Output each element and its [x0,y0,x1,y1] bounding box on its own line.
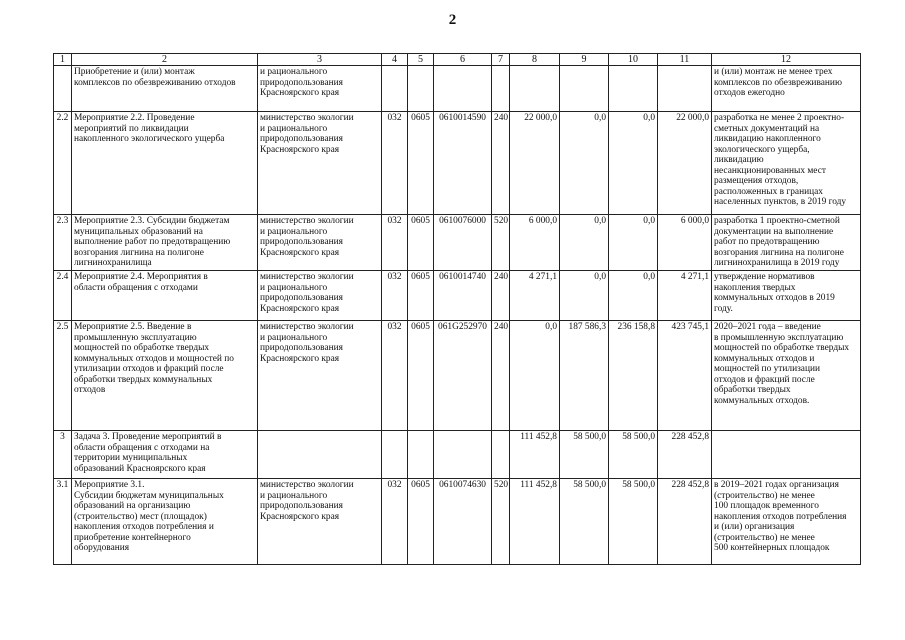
code-5-cell [408,66,434,112]
code-6-cell [434,66,492,112]
result-cell: 2020–2021 года – введение в промышленную эксплуатацию мощностей по обработке твердых коммунальных отходов и мощностей по утилизации отходов и фракций после обработки твердых коммунальных отходов. [712,321,861,431]
result-cell: в 2019–2021 годах организация (строительство) не менее 100 площадок временного накопления отходов потребления и (или) организация (строительство) не менее 500 контейнерных площадок [712,479,861,565]
code-6-cell: 061G252970 [434,321,492,431]
header-cell: 4 [382,54,408,66]
row-number-cell [54,66,72,112]
amount-11-cell: 22 000,0 [658,112,712,215]
event-name-cell: Задача 3. Проведение мероприятий в области обращения с отходами на территории муниципальных образований Красноярского края [72,431,258,479]
header-cell: 7 [492,54,510,66]
amount-11-cell [658,66,712,112]
ministry-cell: и рационального природопользования Красноярского края [258,66,382,112]
table-row [54,66,861,112]
amount-10-cell: 0,0 [609,112,658,215]
page-number: 2 [448,12,457,28]
code-4-cell [382,66,408,112]
code-7-cell: 240 [492,271,510,321]
event-name-cell: Мероприятие 2.3. Субсидии бюджетам муниципальных образований на выполнение работ по предотвращению возгорания лигнина на полигоне лигнинохранилища [72,215,258,271]
table-row [54,431,861,479]
code-5-cell: 0605 [408,271,434,321]
amount-10-cell: 58 500,0 [609,431,658,479]
result-cell: и (или) монтаж не менее трех комплексов по обезвреживанию отходов ежегодно [712,66,861,112]
amount-9-cell: 0,0 [560,215,609,271]
result-cell [712,431,861,479]
ministry-cell: министерство экологии и рационального природопользования Красноярского края [258,112,382,215]
amount-11-cell: 423 745,1 [658,321,712,431]
code-7-cell: 240 [492,112,510,215]
amount-10-cell: 236 158,8 [609,321,658,431]
row-number-cell: 3.1 [54,479,72,565]
code-5-cell: 0605 [408,479,434,565]
code-7-cell [492,66,510,112]
amount-8-cell: 0,0 [510,321,560,431]
code-6-cell [434,431,492,479]
amount-9-cell: 58 500,0 [560,431,609,479]
code-6-cell: 0610076000 [434,215,492,271]
amount-10-cell [609,66,658,112]
table-row [54,215,861,271]
amount-9-cell: 0,0 [560,112,609,215]
code-6-cell: 0610014590 [434,112,492,215]
event-name-cell: Мероприятие 2.4. Мероприятия в области обращения с отходами [72,271,258,321]
header-cell: 2 [72,54,258,66]
amount-10-cell: 0,0 [609,215,658,271]
amount-8-cell: 22 000,0 [510,112,560,215]
header-cell: 9 [560,54,609,66]
amount-11-cell: 4 271,1 [658,271,712,321]
ministry-cell: министерство экологии и рационального природопользования Красноярского края [258,321,382,431]
code-5-cell [408,431,434,479]
ministry-cell: министерство экологии и рационального природопользования Красноярского края [258,479,382,565]
amount-10-cell: 58 500,0 [609,479,658,565]
code-4-cell: 032 [382,112,408,215]
code-7-cell [492,431,510,479]
table-row [54,112,861,215]
event-name-cell: Приобретение и (или) монтаж комплексов по обезвреживанию отходов [72,66,258,112]
amount-8-cell: 4 271,1 [510,271,560,321]
amount-11-cell: 228 452,8 [658,479,712,565]
result-cell: разработка не менее 2 проектно- сметных документаций на ликвидацию накопленного экологического ущерба, ликвидацию несанкционированных мест размещения отходов, расположенных в границах населенных пунктов, в 2019 году [712,112,861,215]
row-number-cell: 2.4 [54,271,72,321]
header-row [54,54,861,66]
code-5-cell: 0605 [408,321,434,431]
result-cell: разработка 1 проектно-сметной документации на выполнение работ по предотвращению возгорания лигнина на полигоне лигнинохранилища в 2019 году [712,215,861,271]
table-row [54,271,861,321]
code-4-cell: 032 [382,215,408,271]
row-number-cell: 3 [54,431,72,479]
code-4-cell: 032 [382,271,408,321]
code-7-cell: 520 [492,215,510,271]
event-name-cell: Мероприятие 2.2. Проведение мероприятий по ликвидации накопленного экологического ущерба [72,112,258,215]
code-7-cell: 520 [492,479,510,565]
amount-11-cell: 228 452,8 [658,431,712,479]
code-6-cell: 0610014740 [434,271,492,321]
row-number-cell: 2.2 [54,112,72,215]
table-row [54,321,861,431]
ministry-cell [258,431,382,479]
code-4-cell: 032 [382,321,408,431]
amount-9-cell [560,66,609,112]
header-cell: 3 [258,54,382,66]
code-5-cell: 0605 [408,112,434,215]
amount-11-cell: 6 000,0 [658,215,712,271]
event-name-cell: Мероприятие 3.1. Субсидии бюджетам муниципальных образований на организацию (строительство) мест (площадок) накопления отходов потребления и приобретение контейнерного оборудования [72,479,258,565]
budget-table [53,53,861,565]
code-5-cell: 0605 [408,215,434,271]
event-name-cell: Мероприятие 2.5. Введение в промышленную эксплуатацию мощностей по обработке твердых коммунальных отходов и мощностей по утилизации отходов и фракций после обработки твердых коммунальных отходов [72,321,258,431]
amount-9-cell: 58 500,0 [560,479,609,565]
table-row [54,479,861,565]
header-cell: 11 [658,54,712,66]
header-cell: 12 [712,54,861,66]
code-6-cell: 0610074630 [434,479,492,565]
amount-8-cell: 111 452,8 [510,479,560,565]
header-cell: 10 [609,54,658,66]
result-cell: утверждение нормативов накопления твердых коммунальных отходов в 2019 году. [712,271,861,321]
amount-9-cell: 0,0 [560,271,609,321]
header-cell: 5 [408,54,434,66]
ministry-cell: министерство экологии и рационального природопользования Красноярского края [258,215,382,271]
ministry-cell: министерство экологии и рационального природопользования Красноярского края [258,271,382,321]
amount-8-cell [510,66,560,112]
code-4-cell [382,431,408,479]
code-4-cell: 032 [382,479,408,565]
row-number-cell: 2.5 [54,321,72,431]
code-7-cell: 240 [492,321,510,431]
row-number-cell: 2.3 [54,215,72,271]
amount-9-cell: 187 586,3 [560,321,609,431]
header-cell: 6 [434,54,492,66]
amount-10-cell: 0,0 [609,271,658,321]
header-cell: 1 [54,54,72,66]
amount-8-cell: 6 000,0 [510,215,560,271]
amount-8-cell: 111 452,8 [510,431,560,479]
header-cell: 8 [510,54,560,66]
